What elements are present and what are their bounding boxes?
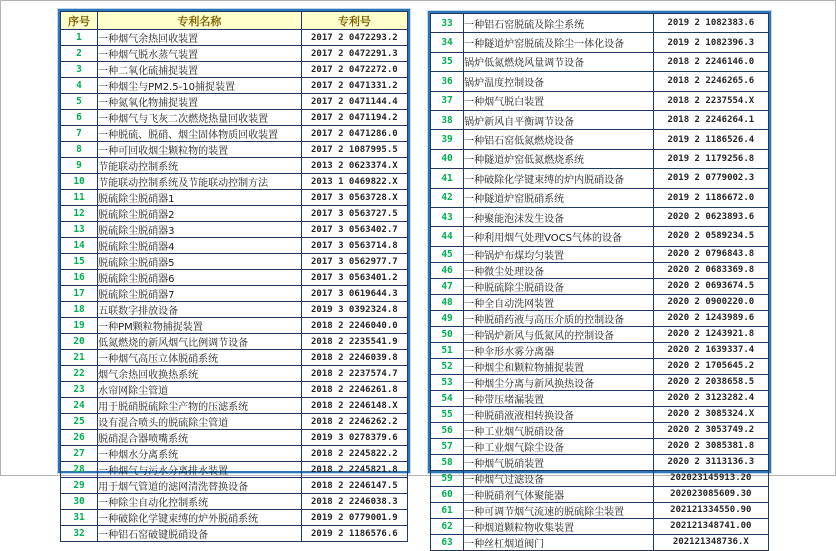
table-row bbox=[431, 207, 769, 226]
number-cell: 2017 3 0562977.7 bbox=[301, 254, 407, 270]
seq-cell: 45 bbox=[431, 246, 464, 262]
name-cell: 用于脱硝脱硫除尘产物的压滤系统 bbox=[98, 398, 302, 414]
table-row bbox=[431, 278, 769, 294]
name-cell: 一种聚能泡沫发生设备 bbox=[464, 207, 654, 226]
number-cell: 2019 2 1082396.3 bbox=[653, 33, 768, 52]
number-cell: 2017 2 0472293.2 bbox=[301, 30, 407, 46]
seq-cell: 51 bbox=[431, 342, 464, 358]
number-cell: 202023145913.20 bbox=[653, 470, 768, 486]
seq-cell: 35 bbox=[431, 52, 464, 71]
seq-cell: 9 bbox=[61, 158, 98, 174]
table-row bbox=[431, 169, 769, 188]
table-row bbox=[431, 518, 769, 534]
seq-cell: 20 bbox=[61, 334, 98, 350]
header-seq: 序号 bbox=[61, 12, 98, 30]
number-cell: 2019 3 0392324.8 bbox=[301, 302, 407, 318]
number-cell: 2017 2 0471144.4 bbox=[301, 94, 407, 110]
header-row bbox=[61, 12, 408, 30]
seq-cell: 43 bbox=[431, 207, 464, 226]
seq-cell: 17 bbox=[61, 286, 98, 302]
seq-cell: 6 bbox=[61, 110, 98, 126]
seq-cell: 1 bbox=[61, 30, 98, 46]
name-cell: 一种烟气高压立体脱硝系统 bbox=[98, 350, 302, 366]
table-row bbox=[61, 526, 408, 542]
patent-table-right bbox=[430, 13, 769, 551]
seq-cell: 11 bbox=[61, 190, 98, 206]
table-row bbox=[61, 270, 408, 286]
name-cell: 一种破除化学键束缚的炉外脱硝系统 bbox=[98, 510, 302, 526]
seq-cell: 28 bbox=[61, 462, 98, 478]
seq-cell: 13 bbox=[61, 222, 98, 238]
table-row bbox=[431, 72, 769, 91]
table-row bbox=[431, 91, 769, 110]
seq-cell: 62 bbox=[431, 518, 464, 534]
seq-cell: 26 bbox=[61, 430, 98, 446]
number-cell: 2020 2 1639337.4 bbox=[653, 342, 768, 358]
number-cell: 2019 2 0779002.3 bbox=[653, 169, 768, 188]
table-row bbox=[61, 238, 408, 254]
table-row bbox=[61, 206, 408, 222]
name-cell: 一种隧道炉窑低氮燃烧系统 bbox=[464, 149, 654, 168]
table-row bbox=[431, 246, 769, 262]
number-cell: 2019 2 1082383.6 bbox=[653, 14, 768, 33]
table-row bbox=[61, 126, 408, 142]
seq-cell: 57 bbox=[431, 438, 464, 454]
name-cell: 一种氮氧化物捕捉装置 bbox=[98, 94, 302, 110]
seq-cell: 29 bbox=[61, 478, 98, 494]
number-cell: 2017 2 0471286.0 bbox=[301, 126, 407, 142]
table-row bbox=[431, 502, 769, 518]
table-row bbox=[431, 227, 769, 246]
name-cell: 锅炉温度控制设备 bbox=[464, 72, 654, 91]
number-cell: 2020 2 3123282.4 bbox=[653, 390, 768, 406]
table-row bbox=[61, 334, 408, 350]
table-row bbox=[61, 158, 408, 174]
number-cell: 2013 1 0469822.X bbox=[301, 174, 407, 190]
seq-cell: 42 bbox=[431, 188, 464, 207]
name-cell: 脱硫除尘脱硝器2 bbox=[98, 206, 302, 222]
name-cell: 一种烟尘与PM2.5-10捕捉装置 bbox=[98, 78, 302, 94]
number-cell: 2020 2 0693674.5 bbox=[653, 278, 768, 294]
table-row bbox=[61, 190, 408, 206]
name-cell: 一种烟气与污水分离排水装置 bbox=[98, 462, 302, 478]
number-cell: 2017 3 0563402.7 bbox=[301, 222, 407, 238]
table-row bbox=[61, 510, 408, 526]
table-row bbox=[61, 302, 408, 318]
seq-cell: 48 bbox=[431, 294, 464, 310]
name-cell: 锅炉新风自平衡调节设备 bbox=[464, 110, 654, 129]
patent-table-right-body bbox=[431, 14, 769, 551]
seq-cell: 5 bbox=[61, 94, 98, 110]
seq-cell: 53 bbox=[431, 374, 464, 390]
name-cell: 一种烟尘和颗粒物捕捉装置 bbox=[464, 358, 654, 374]
table-row bbox=[61, 174, 408, 190]
number-cell: 2018 2 2246265.6 bbox=[653, 72, 768, 91]
seq-cell: 63 bbox=[431, 534, 464, 550]
table-row bbox=[61, 430, 408, 446]
table-row bbox=[431, 422, 769, 438]
number-cell: 2018 2 2246262.2 bbox=[301, 414, 407, 430]
table-row bbox=[61, 286, 408, 302]
name-cell: 一种烟气脱水蒸气装置 bbox=[98, 46, 302, 62]
number-cell: 2017 3 0563714.8 bbox=[301, 238, 407, 254]
seq-cell: 18 bbox=[61, 302, 98, 318]
number-cell: 2020 2 3053749.2 bbox=[653, 422, 768, 438]
number-cell: 2017 2 0471331.2 bbox=[301, 78, 407, 94]
seq-cell: 19 bbox=[61, 318, 98, 334]
seq-cell: 38 bbox=[431, 110, 464, 129]
number-cell: 2018 2 2245822.2 bbox=[301, 446, 407, 462]
number-cell: 2018 2 2246038.3 bbox=[301, 494, 407, 510]
name-cell: 一种丝杠烟道阀门 bbox=[464, 534, 654, 550]
seq-cell: 33 bbox=[431, 14, 464, 33]
name-cell: 一种利用烟气处理VOCS气体的设备 bbox=[464, 227, 654, 246]
table-row bbox=[61, 254, 408, 270]
name-cell: 脱硫除尘脱硝器3 bbox=[98, 222, 302, 238]
name-cell: 脱硫除尘脱硝器6 bbox=[98, 270, 302, 286]
number-cell: 2018 2 2246261.8 bbox=[301, 382, 407, 398]
name-cell: 用于烟气管道的滤网清洗替换设备 bbox=[98, 478, 302, 494]
table-row bbox=[431, 406, 769, 422]
name-cell: 锅炉低氮燃烧风量调节设备 bbox=[464, 52, 654, 71]
name-cell: 脱硫除尘脱硝器5 bbox=[98, 254, 302, 270]
number-cell: 2017 3 0619644.3 bbox=[301, 286, 407, 302]
name-cell: 五联数字排放设备 bbox=[98, 302, 302, 318]
seq-cell: 41 bbox=[431, 169, 464, 188]
number-cell: 2020 2 0683369.8 bbox=[653, 262, 768, 278]
name-cell: 一种可回收烟尘颗粒物的装置 bbox=[98, 142, 302, 158]
table-row bbox=[431, 188, 769, 207]
name-cell: 一种破除化学键束缚的炉内脱硝设备 bbox=[464, 169, 654, 188]
table-row bbox=[431, 310, 769, 326]
table-row bbox=[431, 149, 769, 168]
number-cell: 2018 2 2246264.1 bbox=[653, 110, 768, 129]
seq-cell: 4 bbox=[61, 78, 98, 94]
number-cell: 2019 2 1186576.6 bbox=[301, 526, 407, 542]
table-row bbox=[431, 438, 769, 454]
name-cell: 脱硫除尘脱硝器7 bbox=[98, 286, 302, 302]
name-cell: 一种锅炉布煤均匀装置 bbox=[464, 246, 654, 262]
number-cell: 2018 2 2245821.8 bbox=[301, 462, 407, 478]
patent-table-left bbox=[60, 11, 408, 542]
name-cell: 脱硫除尘脱硝器4 bbox=[98, 238, 302, 254]
table-row bbox=[61, 30, 408, 46]
name-cell: 一种烟气脱白装置 bbox=[464, 91, 654, 110]
table-row bbox=[61, 462, 408, 478]
number-cell: 2018 2 2246040.0 bbox=[301, 318, 407, 334]
number-cell: 2017 2 0472291.3 bbox=[301, 46, 407, 62]
number-cell: 2018 2 2237574.7 bbox=[301, 366, 407, 382]
seq-cell: 52 bbox=[431, 358, 464, 374]
table-row bbox=[61, 78, 408, 94]
name-cell: 一种全自动洗网装置 bbox=[464, 294, 654, 310]
name-cell: 一种脱硫除尘脱硝设备 bbox=[464, 278, 654, 294]
name-cell: 一种带压堵漏装置 bbox=[464, 390, 654, 406]
number-cell: 2018 2 2246146.0 bbox=[653, 52, 768, 71]
number-cell: 2018 2 2246148.X bbox=[301, 398, 407, 414]
table-row bbox=[61, 398, 408, 414]
table-row bbox=[431, 454, 769, 470]
table-row bbox=[61, 318, 408, 334]
number-cell: 202121334550.90 bbox=[653, 502, 768, 518]
table-row bbox=[431, 52, 769, 71]
number-cell: 2013 2 0623374.X bbox=[301, 158, 407, 174]
name-cell: 一种隧道炉窑脱硫及除尘一体化设备 bbox=[464, 33, 654, 52]
name-cell: 一种铝石窑破键脱硝设备 bbox=[98, 526, 302, 542]
table-row bbox=[431, 110, 769, 129]
number-cell: 2017 2 0471194.2 bbox=[301, 110, 407, 126]
table-row bbox=[431, 33, 769, 52]
number-cell: 2018 2 2246039.8 bbox=[301, 350, 407, 366]
table-row bbox=[431, 390, 769, 406]
number-cell: 2020 2 1243989.6 bbox=[653, 310, 768, 326]
name-cell: 一种烟气脱硝装置 bbox=[464, 454, 654, 470]
number-cell: 2017 3 0563401.2 bbox=[301, 270, 407, 286]
seq-cell: 47 bbox=[431, 278, 464, 294]
seq-cell: 59 bbox=[431, 470, 464, 486]
seq-cell: 25 bbox=[61, 414, 98, 430]
number-cell: 2018 2 2237554.X bbox=[653, 91, 768, 110]
number-cell: 2017 2 0472272.0 bbox=[301, 62, 407, 78]
seq-cell: 7 bbox=[61, 126, 98, 142]
table-row bbox=[431, 294, 769, 310]
table-row bbox=[61, 494, 408, 510]
seq-cell: 2 bbox=[61, 46, 98, 62]
table-row bbox=[61, 414, 408, 430]
seq-cell: 3 bbox=[61, 62, 98, 78]
patent-table-header bbox=[61, 12, 408, 30]
seq-cell: 58 bbox=[431, 454, 464, 470]
table-row bbox=[431, 358, 769, 374]
table-row bbox=[61, 478, 408, 494]
table-row bbox=[431, 374, 769, 390]
name-cell: 一种烟气过滤设备 bbox=[464, 470, 654, 486]
table-row bbox=[431, 326, 769, 342]
number-cell: 2018 2 2235541.9 bbox=[301, 334, 407, 350]
seq-cell: 49 bbox=[431, 310, 464, 326]
name-cell: 一种伞形水雾分离器 bbox=[464, 342, 654, 358]
number-cell: 2020 2 1243921.8 bbox=[653, 326, 768, 342]
seq-cell: 55 bbox=[431, 406, 464, 422]
number-cell: 2020 2 1705645.2 bbox=[653, 358, 768, 374]
name-cell: 一种脱硫、脱硝、烟尘固体物质回收装置 bbox=[98, 126, 302, 142]
table-row bbox=[431, 130, 769, 149]
table-row bbox=[431, 262, 769, 278]
number-cell: 2020 2 2038658.5 bbox=[653, 374, 768, 390]
seq-cell: 30 bbox=[61, 494, 98, 510]
header-patent-name: 专利名称 bbox=[98, 12, 302, 30]
name-cell: 一种铝石窑低氮燃烧设备 bbox=[464, 130, 654, 149]
name-cell: 一种烟水分离系统 bbox=[98, 446, 302, 462]
seq-cell: 44 bbox=[431, 227, 464, 246]
table-row bbox=[61, 366, 408, 382]
name-cell: 一种烟道颗粒物收集装置 bbox=[464, 518, 654, 534]
number-cell: 2020 2 0796843.8 bbox=[653, 246, 768, 262]
name-cell: 节能联动控制系统及节能联动控制方法 bbox=[98, 174, 302, 190]
number-cell: 2020 2 0623893.6 bbox=[653, 207, 768, 226]
seq-cell: 15 bbox=[61, 254, 98, 270]
seq-cell: 31 bbox=[61, 510, 98, 526]
name-cell: 一种工业烟气除尘设备 bbox=[464, 438, 654, 454]
name-cell: 一种隧道炉窑脱硝系统 bbox=[464, 188, 654, 207]
name-cell: 脱硫除尘脱硝器1 bbox=[98, 190, 302, 206]
table-row bbox=[61, 446, 408, 462]
seq-cell: 8 bbox=[61, 142, 98, 158]
number-cell: 202023085609.30 bbox=[653, 486, 768, 502]
name-cell: 一种烟尘分离与新风换热设备 bbox=[464, 374, 654, 390]
name-cell: 一种微尘处理设备 bbox=[464, 262, 654, 278]
seq-cell: 54 bbox=[431, 390, 464, 406]
patent-table-left-wrap bbox=[58, 9, 410, 541]
table-row bbox=[431, 14, 769, 33]
seq-cell: 37 bbox=[431, 91, 464, 110]
table-row bbox=[61, 46, 408, 62]
number-cell: 2020 2 0900220.0 bbox=[653, 294, 768, 310]
number-cell: 2019 2 0779001.9 bbox=[301, 510, 407, 526]
table-row bbox=[61, 350, 408, 366]
name-cell: 一种二氧化硫捕捉装置 bbox=[98, 62, 302, 78]
number-cell: 2020 2 3085324.X bbox=[653, 406, 768, 422]
number-cell: 202121348741.00 bbox=[653, 518, 768, 534]
seq-cell: 16 bbox=[61, 270, 98, 286]
seq-cell: 24 bbox=[61, 398, 98, 414]
name-cell: 一种锅炉新风与低氮风的控制设备 bbox=[464, 326, 654, 342]
name-cell: 烟气余热回收换热系统 bbox=[98, 366, 302, 382]
name-cell: 一种脱硝药液与高压介质的控制设备 bbox=[464, 310, 654, 326]
number-cell: 2019 2 1179256.8 bbox=[653, 149, 768, 168]
patent-table-left-body bbox=[61, 30, 408, 542]
number-cell: 2020 2 3085381.8 bbox=[653, 438, 768, 454]
name-cell: 一种工业烟气脱硝设备 bbox=[464, 422, 654, 438]
number-cell: 2017 2 1087995.5 bbox=[301, 142, 407, 158]
seq-cell: 27 bbox=[61, 446, 98, 462]
seq-cell: 39 bbox=[431, 130, 464, 149]
table-row bbox=[61, 382, 408, 398]
table-row bbox=[61, 222, 408, 238]
patent-table-right-wrap bbox=[428, 11, 771, 550]
name-cell: 设有混合喷头的脱硫除尘管道 bbox=[98, 414, 302, 430]
seq-cell: 22 bbox=[61, 366, 98, 382]
table-row bbox=[61, 110, 408, 126]
seq-cell: 56 bbox=[431, 422, 464, 438]
seq-cell: 61 bbox=[431, 502, 464, 518]
seq-cell: 12 bbox=[61, 206, 98, 222]
number-cell: 2019 2 1186526.4 bbox=[653, 130, 768, 149]
table-row bbox=[431, 486, 769, 502]
seq-cell: 46 bbox=[431, 262, 464, 278]
number-cell: 2018 2 2246147.5 bbox=[301, 478, 407, 494]
table-row bbox=[431, 342, 769, 358]
name-cell: 低氮燃烧的新风烟气比例调节设备 bbox=[98, 334, 302, 350]
number-cell: 202121348736.X bbox=[653, 534, 768, 550]
name-cell: 一种脱硝剂气体聚能器 bbox=[464, 486, 654, 502]
number-cell: 2019 2 1186672.0 bbox=[653, 188, 768, 207]
name-cell: 一种铝石窑脱硫及除尘系统 bbox=[464, 14, 654, 33]
seq-cell: 32 bbox=[61, 526, 98, 542]
seq-cell: 21 bbox=[61, 350, 98, 366]
name-cell: 一种脱硝液液相转换设备 bbox=[464, 406, 654, 422]
seq-cell: 14 bbox=[61, 238, 98, 254]
name-cell: 一种PM颗粒物捕捉装置 bbox=[98, 318, 302, 334]
seq-cell: 23 bbox=[61, 382, 98, 398]
seq-cell: 40 bbox=[431, 149, 464, 168]
number-cell: 2019 3 0278379.6 bbox=[301, 430, 407, 446]
name-cell: 一种烟气余热回收装置 bbox=[98, 30, 302, 46]
seq-cell: 36 bbox=[431, 72, 464, 91]
table-row bbox=[431, 534, 769, 550]
number-cell: 2017 3 0563727.5 bbox=[301, 206, 407, 222]
name-cell: 一种可调节烟气流速的脱硫除尘装置 bbox=[464, 502, 654, 518]
table-row bbox=[61, 94, 408, 110]
number-cell: 2020 2 0589234.5 bbox=[653, 227, 768, 246]
name-cell: 水帘网除尘管道 bbox=[98, 382, 302, 398]
table-row bbox=[61, 142, 408, 158]
header-patent-number: 专利号 bbox=[301, 12, 407, 30]
table-row bbox=[431, 470, 769, 486]
name-cell: 一种除尘自动化控制系统 bbox=[98, 494, 302, 510]
table-row bbox=[61, 62, 408, 78]
number-cell: 2017 3 0563728.X bbox=[301, 190, 407, 206]
name-cell: 一种烟气与飞灰二次燃烧热量回收装置 bbox=[98, 110, 302, 126]
name-cell: 节能联动控制系统 bbox=[98, 158, 302, 174]
seq-cell: 60 bbox=[431, 486, 464, 502]
seq-cell: 50 bbox=[431, 326, 464, 342]
seq-cell: 10 bbox=[61, 174, 98, 190]
seq-cell: 34 bbox=[431, 33, 464, 52]
name-cell: 脱硝混合器喷嘴系统 bbox=[98, 430, 302, 446]
number-cell: 2020 2 3113136.3 bbox=[653, 454, 768, 470]
